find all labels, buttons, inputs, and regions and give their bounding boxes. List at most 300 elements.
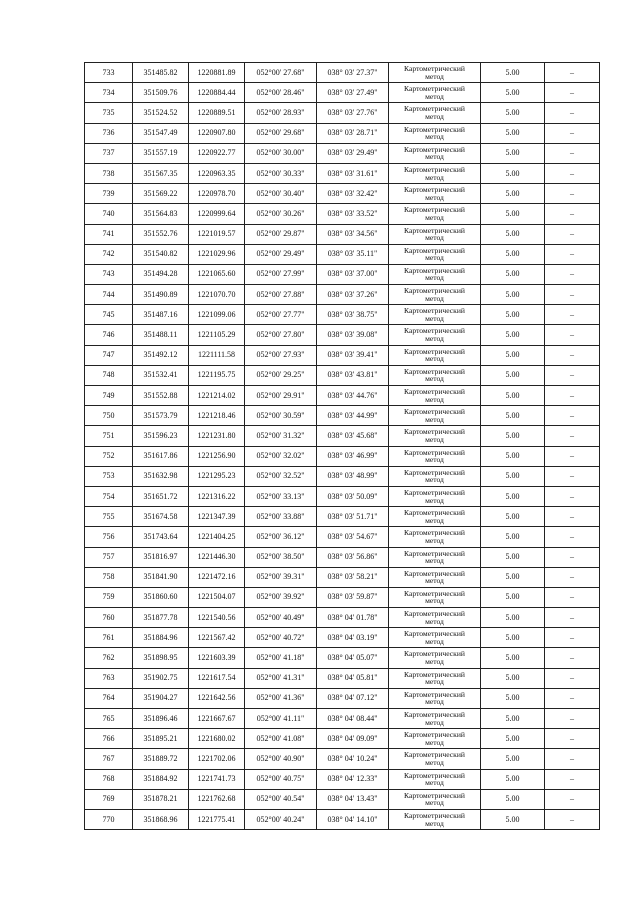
method-line2: метод [425, 434, 444, 444]
method-cell [389, 83, 481, 103]
table-row [85, 365, 600, 385]
dash-cell: – [545, 688, 600, 708]
latitude-cell: 052°00' 33.88" [245, 507, 317, 527]
longitude-cell: 038° 03' 39.08" [317, 325, 389, 345]
method-line2: метод [425, 636, 444, 646]
precision-cell: 5.00 [481, 729, 545, 749]
latitude-cell: 052°00' 30.26" [245, 204, 317, 224]
point-number-cell: 765 [85, 709, 133, 729]
point-number-cell: 752 [85, 446, 133, 466]
longitude-cell: 038° 03' 31.61" [317, 163, 389, 183]
latitude-cell: 052°00' 40.24" [245, 809, 317, 829]
y-coordinate-cell: 1221775.41 [189, 809, 245, 829]
precision-cell: 5.00 [481, 305, 545, 325]
dash-cell: – [545, 264, 600, 284]
x-coordinate-cell: 351509.76 [133, 83, 189, 103]
method-cell [389, 204, 481, 224]
method-line1: Картометрический [404, 326, 465, 336]
table-row [85, 63, 600, 83]
method-line1: Картометрический [404, 528, 465, 538]
table-row [85, 608, 600, 628]
method-line1: Картометрический [404, 407, 465, 417]
y-coordinate-cell: 1221702.06 [189, 749, 245, 769]
precision-cell: 5.00 [481, 547, 545, 567]
dash-cell: – [545, 789, 600, 809]
precision-cell: 5.00 [481, 365, 545, 385]
longitude-cell: 038° 04' 07.12" [317, 688, 389, 708]
method-line1: Картометрический [404, 649, 465, 659]
dash-cell: – [545, 729, 600, 749]
latitude-cell: 052°00' 27.88" [245, 285, 317, 305]
y-coordinate-cell: 1221472.16 [189, 567, 245, 587]
method-line2: метод [425, 576, 444, 586]
dash-cell: – [545, 103, 600, 123]
method-line2: метод [425, 757, 444, 767]
point-number-cell: 770 [85, 809, 133, 829]
method-line2: метод [425, 394, 444, 404]
method-cell [389, 365, 481, 385]
dash-cell: – [545, 567, 600, 587]
method-line1: Картометрический [404, 609, 465, 619]
dash-cell: – [545, 466, 600, 486]
method-line1: Картометрический [404, 387, 465, 396]
longitude-cell: 038° 03' 29.49" [317, 143, 389, 163]
method-cell [389, 224, 481, 244]
point-number-cell: 768 [85, 769, 133, 789]
x-coordinate-cell: 351632.98 [133, 466, 189, 486]
point-number-cell: 761 [85, 628, 133, 648]
dash-cell: – [545, 285, 600, 305]
method-line2: метод [425, 414, 444, 424]
latitude-cell: 052°00' 41.18" [245, 648, 317, 668]
longitude-cell: 038° 03' 59.87" [317, 587, 389, 607]
y-coordinate-cell: 1221295.23 [189, 466, 245, 486]
x-coordinate-cell: 351557.19 [133, 143, 189, 163]
method-line2: метод [425, 455, 444, 465]
method-line2: метод [425, 253, 444, 263]
dash-cell: – [545, 386, 600, 406]
x-coordinate-cell: 351532.41 [133, 365, 189, 385]
method-line2: метод [425, 535, 444, 545]
precision-cell: 5.00 [481, 446, 545, 466]
method-line1: Картометрический [404, 427, 465, 437]
y-coordinate-cell: 1221111.58 [189, 345, 245, 365]
method-line2: метод [425, 192, 444, 202]
table-row [85, 648, 600, 668]
longitude-cell: 038° 04' 08.44" [317, 709, 389, 729]
point-number-cell: 742 [85, 244, 133, 264]
method-line1: Картометрический [404, 629, 465, 639]
method-line2: метод [425, 778, 444, 788]
precision-cell: 5.00 [481, 244, 545, 264]
longitude-cell: 038° 03' 44.99" [317, 406, 389, 426]
table-row [85, 224, 600, 244]
latitude-cell: 052°00' 29.91" [245, 386, 317, 406]
x-coordinate-cell: 351860.60 [133, 587, 189, 607]
method-line1: Картометрический [404, 124, 465, 134]
method-line1: Картометрический [404, 104, 465, 114]
method-line2: метод [425, 374, 444, 384]
method-cell [389, 184, 481, 204]
dash-cell: – [545, 547, 600, 567]
table-row [85, 264, 600, 284]
x-coordinate-cell: 351564.83 [133, 204, 189, 224]
x-coordinate-cell: 351617.86 [133, 446, 189, 466]
y-coordinate-cell: 1221099.06 [189, 305, 245, 325]
latitude-cell: 052°00' 40.49" [245, 608, 317, 628]
method-line1: Картометрический [404, 770, 465, 780]
latitude-cell: 052°00' 33.13" [245, 486, 317, 506]
latitude-cell: 052°00' 36.12" [245, 527, 317, 547]
method-line2: метод [425, 818, 444, 828]
point-number-cell: 756 [85, 527, 133, 547]
method-line2: метод [425, 556, 444, 566]
dash-cell: – [545, 527, 600, 547]
x-coordinate-cell: 351569.22 [133, 184, 189, 204]
precision-cell: 5.00 [481, 406, 545, 426]
longitude-cell: 038° 04' 13.43" [317, 789, 389, 809]
precision-cell: 5.00 [481, 143, 545, 163]
method-line1: Картометрический [404, 306, 465, 316]
point-number-cell: 741 [85, 224, 133, 244]
dash-cell: – [545, 325, 600, 345]
method-line1: Картометрический [404, 265, 465, 275]
longitude-cell: 038° 03' 54.67" [317, 527, 389, 547]
latitude-cell: 052°00' 31.32" [245, 426, 317, 446]
method-cell [389, 244, 481, 264]
precision-cell: 5.00 [481, 345, 545, 365]
table-row [85, 547, 600, 567]
dash-cell: – [545, 809, 600, 829]
method-cell [389, 406, 481, 426]
method-line2: метод [425, 354, 444, 364]
method-line1: Картометрический [404, 710, 465, 719]
longitude-cell: 038° 03' 34.56" [317, 224, 389, 244]
table-row [85, 285, 600, 305]
table-row [85, 143, 600, 163]
method-line1: Картометрический [404, 730, 465, 740]
longitude-cell: 038° 04' 10.24" [317, 749, 389, 769]
dash-cell: – [545, 224, 600, 244]
dash-cell: – [545, 426, 600, 446]
precision-cell: 5.00 [481, 204, 545, 224]
method-line2: метод [425, 91, 444, 101]
x-coordinate-cell: 351492.12 [133, 345, 189, 365]
longitude-cell: 038° 03' 37.00" [317, 264, 389, 284]
table-row [85, 305, 600, 325]
point-number-cell: 759 [85, 587, 133, 607]
table-row [85, 507, 600, 527]
point-number-cell: 757 [85, 547, 133, 567]
method-cell [389, 628, 481, 648]
dash-cell: – [545, 709, 600, 729]
x-coordinate-cell: 351651.72 [133, 486, 189, 506]
method-cell [389, 587, 481, 607]
longitude-cell: 038° 04' 14.10" [317, 809, 389, 829]
precision-cell: 5.00 [481, 789, 545, 809]
longitude-cell: 038° 03' 28.71" [317, 123, 389, 143]
longitude-cell: 038° 04' 05.81" [317, 668, 389, 688]
method-line2: метод [425, 515, 444, 525]
method-line2: метод [425, 212, 444, 222]
method-cell [389, 789, 481, 809]
method-line2: метод [425, 657, 444, 667]
table-row [85, 184, 600, 204]
table-row [85, 466, 600, 486]
method-line2: метод [425, 677, 444, 687]
method-cell [389, 668, 481, 688]
method-line2: метод [425, 798, 444, 808]
dash-cell: – [545, 83, 600, 103]
table-row [85, 668, 600, 688]
method-line1: Картометрический [404, 144, 465, 154]
precision-cell: 5.00 [481, 83, 545, 103]
method-cell [389, 648, 481, 668]
y-coordinate-cell: 1221404.25 [189, 527, 245, 547]
method-line1: Картометрический [404, 487, 465, 497]
point-number-cell: 766 [85, 729, 133, 749]
method-line1: Картометрический [404, 205, 465, 215]
point-number-cell: 751 [85, 426, 133, 446]
method-line2: метод [425, 495, 444, 505]
longitude-cell: 038° 03' 46.99" [317, 446, 389, 466]
x-coordinate-cell: 351488.11 [133, 325, 189, 345]
method-line1: Картометрический [404, 366, 465, 376]
x-coordinate-cell: 351898.95 [133, 648, 189, 668]
method-line2: метод [425, 717, 444, 727]
latitude-cell: 052°00' 27.80" [245, 325, 317, 345]
method-line1: Картометрический [404, 447, 465, 457]
y-coordinate-cell: 1220884.44 [189, 83, 245, 103]
x-coordinate-cell: 351884.92 [133, 769, 189, 789]
method-line2: метод [425, 71, 444, 81]
method-cell [389, 143, 481, 163]
x-coordinate-cell: 351567.35 [133, 163, 189, 183]
longitude-cell: 038° 03' 58.21" [317, 567, 389, 587]
table-row [85, 749, 600, 769]
table-row [85, 325, 600, 345]
x-coordinate-cell: 351540.82 [133, 244, 189, 264]
table-row [85, 567, 600, 587]
latitude-cell: 052°00' 41.08" [245, 729, 317, 749]
table-row [85, 345, 600, 365]
method-cell [389, 567, 481, 587]
precision-cell: 5.00 [481, 628, 545, 648]
y-coordinate-cell: 1220999.64 [189, 204, 245, 224]
x-coordinate-cell: 351884.96 [133, 628, 189, 648]
method-line1: Картометрический [404, 588, 465, 598]
y-coordinate-cell: 1220889.51 [189, 103, 245, 123]
point-number-cell: 750 [85, 406, 133, 426]
latitude-cell: 052°00' 29.68" [245, 123, 317, 143]
dash-cell: – [545, 365, 600, 385]
table-row [85, 587, 600, 607]
longitude-cell: 038° 03' 27.49" [317, 83, 389, 103]
dash-cell: – [545, 184, 600, 204]
table-row [85, 789, 600, 809]
y-coordinate-cell: 1221567.42 [189, 628, 245, 648]
x-coordinate-cell: 351878.21 [133, 789, 189, 809]
point-number-cell: 753 [85, 466, 133, 486]
method-cell [389, 285, 481, 305]
precision-cell: 5.00 [481, 63, 545, 83]
method-line1: Картометрический [404, 346, 465, 356]
point-number-cell: 763 [85, 668, 133, 688]
method-line2: метод [425, 313, 444, 323]
latitude-cell: 052°00' 38.50" [245, 547, 317, 567]
point-number-cell: 755 [85, 507, 133, 527]
precision-cell: 5.00 [481, 224, 545, 244]
precision-cell: 5.00 [481, 103, 545, 123]
y-coordinate-cell: 1221029.96 [189, 244, 245, 264]
point-number-cell: 740 [85, 204, 133, 224]
method-cell [389, 769, 481, 789]
precision-cell: 5.00 [481, 386, 545, 406]
x-coordinate-cell: 351485.82 [133, 63, 189, 83]
method-line1: Картометрический [404, 790, 465, 800]
latitude-cell: 052°00' 30.40" [245, 184, 317, 204]
dash-cell: – [545, 143, 600, 163]
method-cell [389, 305, 481, 325]
precision-cell: 5.00 [481, 668, 545, 688]
method-line2: метод [425, 132, 444, 142]
y-coordinate-cell: 1221214.02 [189, 386, 245, 406]
method-line1: Картометрический [404, 568, 465, 578]
method-line2: метод [425, 475, 444, 485]
latitude-cell: 052°00' 41.11" [245, 709, 317, 729]
latitude-cell: 052°00' 27.99" [245, 264, 317, 284]
table-row [85, 406, 600, 426]
point-number-cell: 760 [85, 608, 133, 628]
dash-cell: – [545, 486, 600, 506]
y-coordinate-cell: 1221218.46 [189, 406, 245, 426]
table-row [85, 709, 600, 729]
method-line1: Картометрический [404, 508, 465, 518]
method-cell [389, 103, 481, 123]
point-number-cell: 758 [85, 567, 133, 587]
precision-cell: 5.00 [481, 325, 545, 345]
point-number-cell: 762 [85, 648, 133, 668]
table-row [85, 729, 600, 749]
method-line1: Картометрический [404, 810, 465, 820]
method-line1: Картометрический [404, 164, 465, 174]
longitude-cell: 038° 03' 39.41" [317, 345, 389, 365]
x-coordinate-cell: 351895.21 [133, 729, 189, 749]
y-coordinate-cell: 1221741.73 [189, 769, 245, 789]
latitude-cell: 052°00' 29.87" [245, 224, 317, 244]
longitude-cell: 038° 03' 51.71" [317, 507, 389, 527]
table-row [85, 204, 600, 224]
longitude-cell: 038° 03' 33.52" [317, 204, 389, 224]
precision-cell: 5.00 [481, 648, 545, 668]
longitude-cell: 038° 04' 05.07" [317, 648, 389, 668]
method-cell [389, 688, 481, 708]
method-line1: Картометрический [404, 185, 465, 195]
y-coordinate-cell: 1221667.67 [189, 709, 245, 729]
dash-cell: – [545, 608, 600, 628]
x-coordinate-cell: 351494.28 [133, 264, 189, 284]
method-line1: Картометрический [404, 64, 465, 73]
method-cell [389, 446, 481, 466]
x-coordinate-cell: 351841.90 [133, 567, 189, 587]
longitude-cell: 038° 04' 09.09" [317, 729, 389, 749]
method-cell [389, 729, 481, 749]
point-number-cell: 743 [85, 264, 133, 284]
longitude-cell: 038° 03' 27.76" [317, 103, 389, 123]
x-coordinate-cell: 351596.23 [133, 426, 189, 446]
method-line1: Картометрический [404, 245, 465, 255]
point-number-cell: 767 [85, 749, 133, 769]
method-cell [389, 608, 481, 628]
point-number-cell: 749 [85, 386, 133, 406]
y-coordinate-cell: 1220907.80 [189, 123, 245, 143]
table-row [85, 628, 600, 648]
precision-cell: 5.00 [481, 123, 545, 143]
table-row [85, 527, 600, 547]
point-number-cell: 769 [85, 789, 133, 809]
x-coordinate-cell: 351902.75 [133, 668, 189, 688]
dash-cell: – [545, 123, 600, 143]
x-coordinate-cell: 351904.27 [133, 688, 189, 708]
y-coordinate-cell: 1220881.89 [189, 63, 245, 83]
latitude-cell: 052°00' 41.36" [245, 688, 317, 708]
latitude-cell: 052°00' 40.72" [245, 628, 317, 648]
method-line2: метод [425, 616, 444, 626]
y-coordinate-cell: 1221762.68 [189, 789, 245, 809]
y-coordinate-cell: 1221347.39 [189, 507, 245, 527]
table-row [85, 386, 600, 406]
x-coordinate-cell: 351552.88 [133, 386, 189, 406]
method-line2: метод [425, 273, 444, 283]
y-coordinate-cell: 1221540.56 [189, 608, 245, 628]
method-cell [389, 386, 481, 406]
table-row [85, 426, 600, 446]
precision-cell: 5.00 [481, 264, 545, 284]
latitude-cell: 052°00' 29.25" [245, 365, 317, 385]
longitude-cell: 038° 03' 35.11" [317, 244, 389, 264]
method-cell [389, 527, 481, 547]
precision-cell: 5.00 [481, 184, 545, 204]
method-line2: метод [425, 172, 444, 182]
dash-cell: – [545, 446, 600, 466]
point-number-cell: 748 [85, 365, 133, 385]
table-row [85, 103, 600, 123]
latitude-cell: 052°00' 39.92" [245, 587, 317, 607]
precision-cell: 5.00 [481, 809, 545, 829]
longitude-cell: 038° 04' 01.78" [317, 608, 389, 628]
method-cell [389, 809, 481, 829]
y-coordinate-cell: 1221680.02 [189, 729, 245, 749]
table-row [85, 486, 600, 506]
method-cell [389, 486, 481, 506]
latitude-cell: 052°00' 40.54" [245, 789, 317, 809]
y-coordinate-cell: 1221195.75 [189, 365, 245, 385]
method-line1: Картометрический [404, 84, 465, 94]
point-number-cell: 746 [85, 325, 133, 345]
y-coordinate-cell: 1221065.60 [189, 264, 245, 284]
method-line2: метод [425, 293, 444, 303]
precision-cell: 5.00 [481, 527, 545, 547]
method-line1: Картометрический [404, 750, 465, 760]
method-line2: метод [425, 334, 444, 344]
longitude-cell: 038° 04' 03.19" [317, 628, 389, 648]
method-line2: метод [425, 697, 444, 707]
x-coordinate-cell: 351877.78 [133, 608, 189, 628]
latitude-cell: 052°00' 32.02" [245, 446, 317, 466]
point-number-cell: 733 [85, 63, 133, 83]
method-line1: Картометрический [404, 225, 465, 235]
method-cell [389, 123, 481, 143]
